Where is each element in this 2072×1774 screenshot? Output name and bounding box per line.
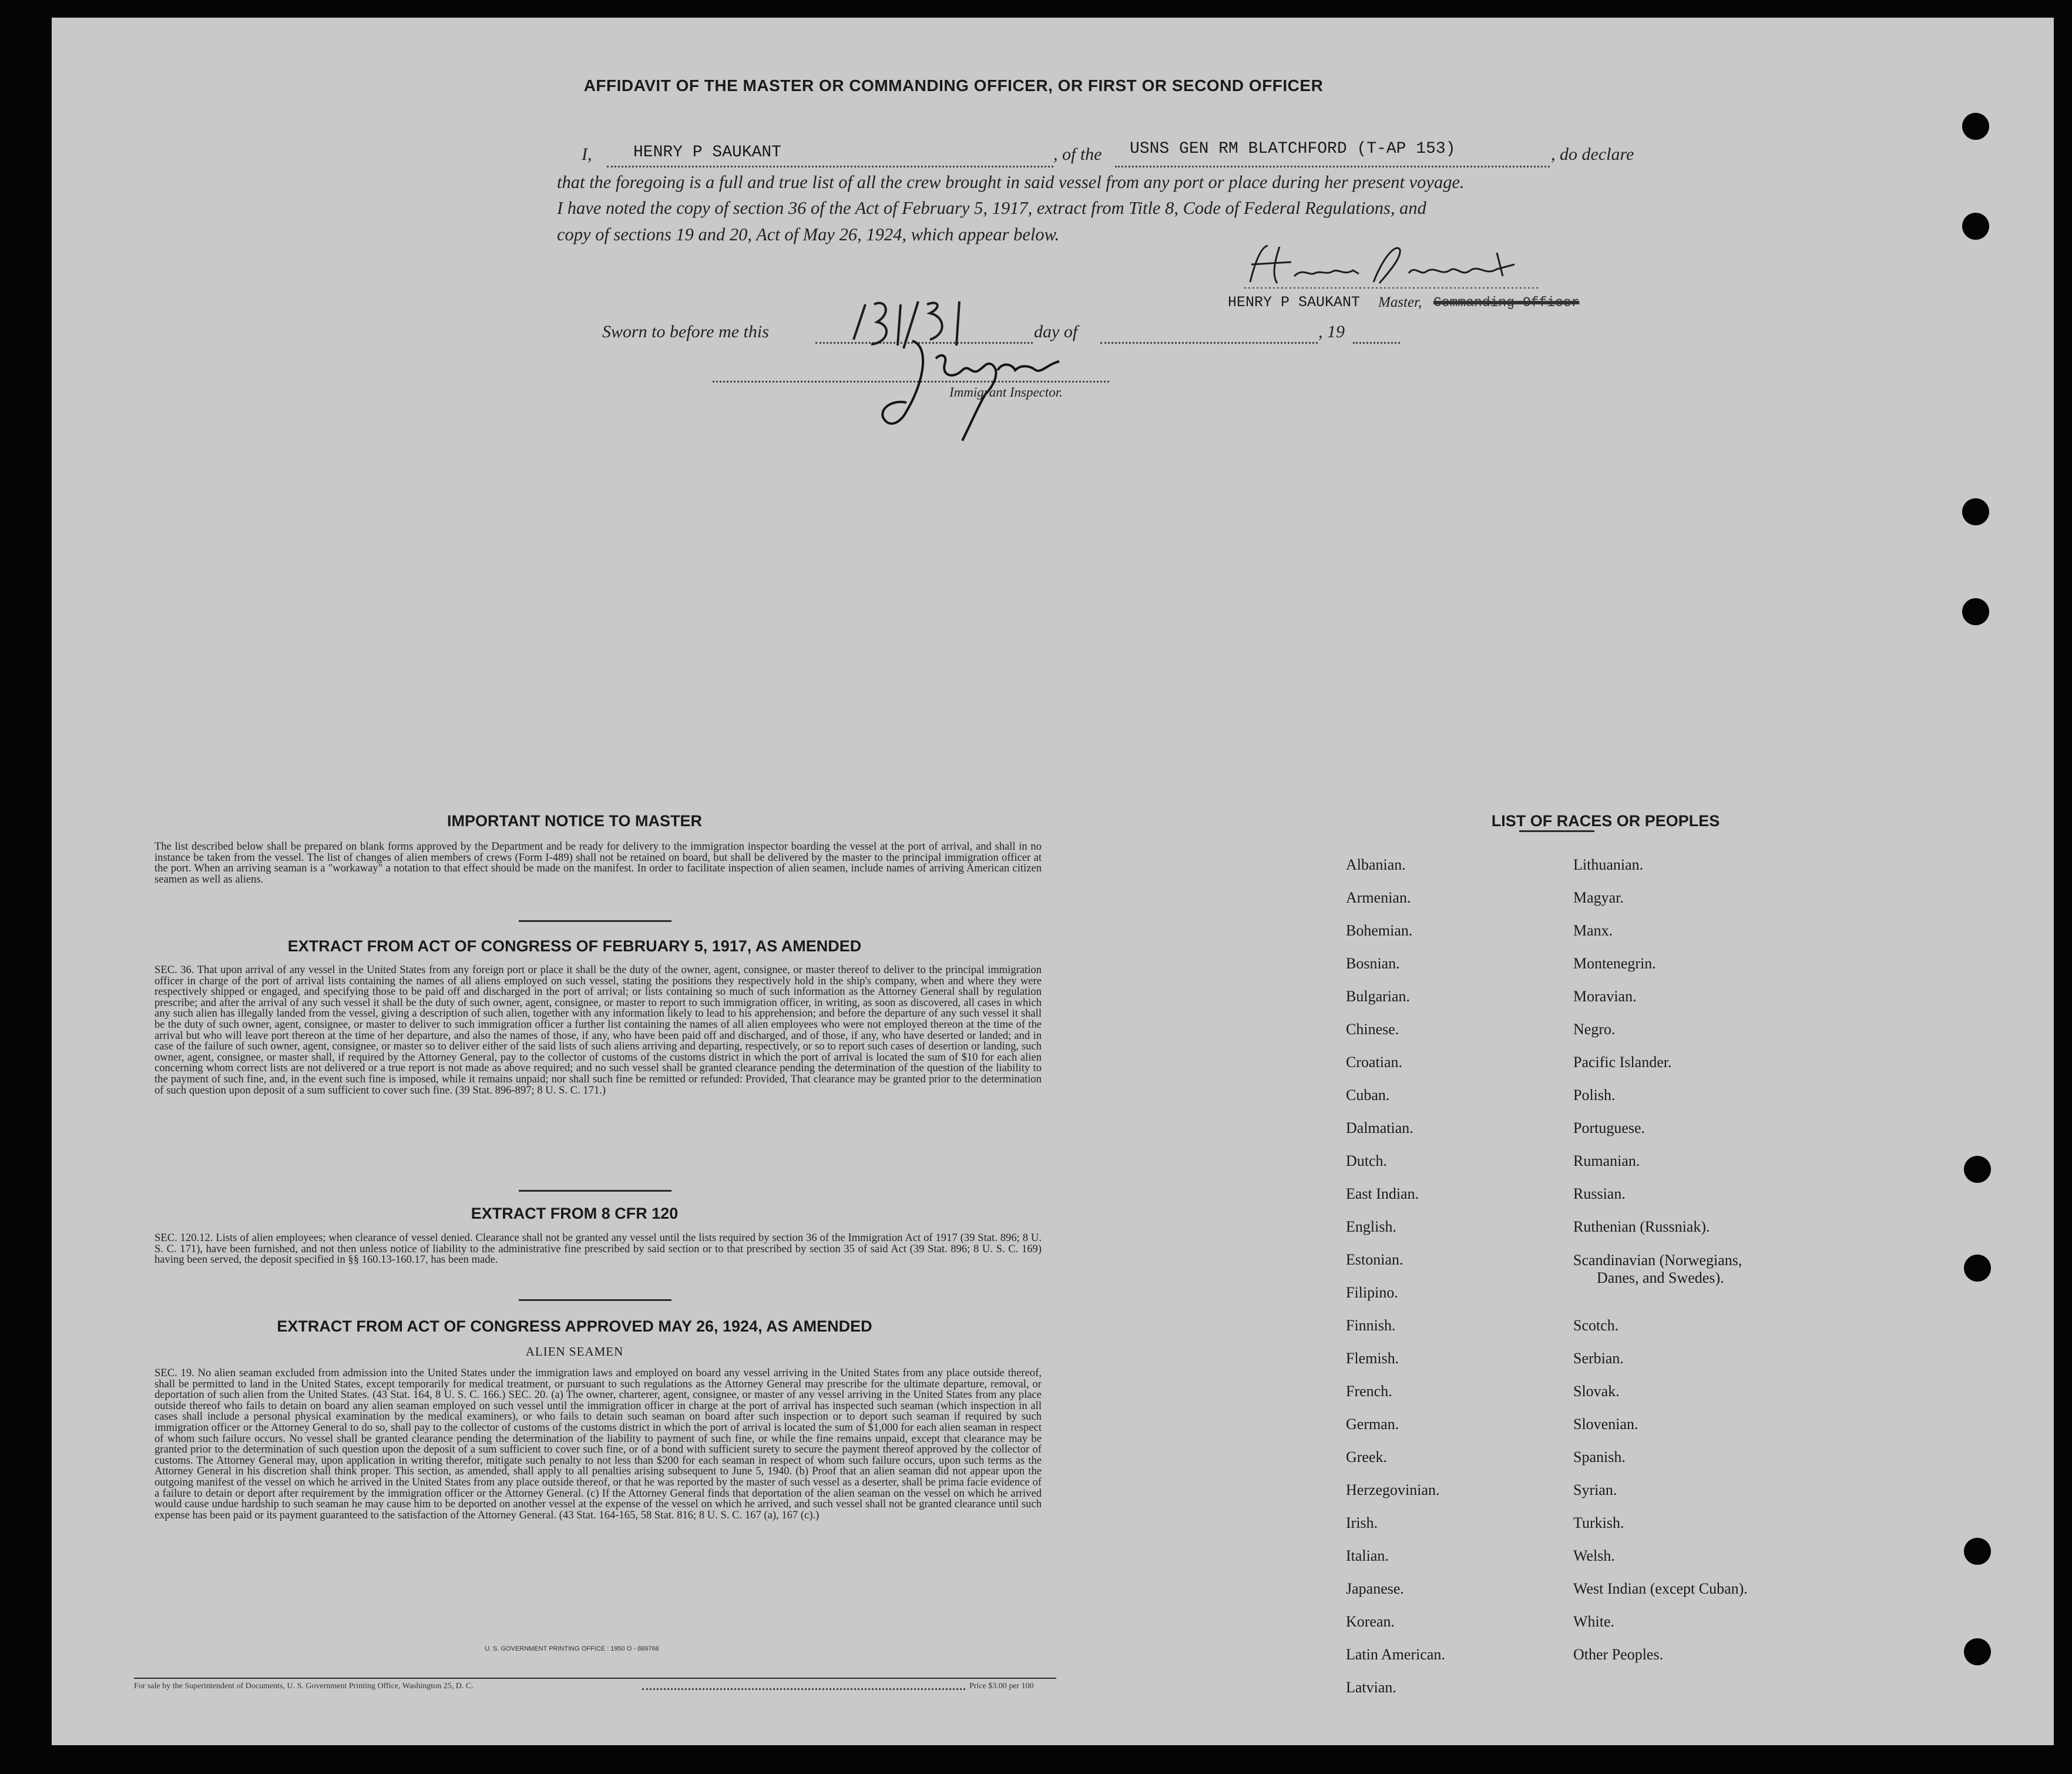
race-item: Scotch. — [1573, 1317, 1619, 1334]
race-item: Montenegrin. — [1573, 955, 1656, 972]
race-item: Spanish. — [1573, 1448, 1626, 1466]
sworn-date-line — [815, 342, 1033, 344]
race-item: Dalmatian. — [1346, 1119, 1413, 1136]
race-item: Albanian. — [1346, 856, 1406, 873]
vessel-line — [1115, 166, 1550, 167]
extract-1924-title: EXTRACT FROM ACT OF CONGRESS APPROVED MAY 26, 1924, AS AMENDED — [277, 1317, 872, 1335]
sworn-label: Sworn to before me this — [602, 322, 769, 341]
footer-dot-leader — [642, 1688, 965, 1690]
divider — [519, 1190, 671, 1192]
divider — [519, 1299, 671, 1301]
year-label: , 19 — [1318, 322, 1345, 341]
punch-hole — [1964, 1538, 1991, 1565]
form-page — [52, 18, 2054, 1745]
race-item: Bohemian. — [1346, 922, 1413, 939]
race-item: Syrian. — [1573, 1481, 1617, 1498]
race-item: German. — [1346, 1416, 1399, 1433]
notice-body: The list described below shall be prepared on blank forms approved by the Department and be ready for delivery to the immigration inspector boarding the vessel at the port of arrival, and shall in no instance be taken from the vessel. The list of changes of alien members of crews (Form I-489) shall not be retained on board, but shall be delivered by the master to the principal immigration officer at the port. When an arriving seaman is a "workaway" a notation to that effect should be made on the manifest. In order to facilitate inspection of alien seamen, include names of arriving American citizen seamen as well as aliens. — [155, 840, 1042, 886]
race-item: Danes, and Swedes). — [1597, 1269, 1724, 1286]
punch-hole — [1964, 1255, 1991, 1282]
race-item: Japanese. — [1346, 1580, 1404, 1597]
punch-hole — [1962, 113, 1989, 140]
vessel-field: USNS GEN RM BLATCHFORD (T-AP 153) — [1130, 140, 1456, 158]
affidavit-text-line: copy of sections 19 and 20, Act of May 26, 1924, which appear below. — [557, 224, 1060, 244]
month-line — [1100, 342, 1318, 344]
race-item: Pacific Islander. — [1573, 1054, 1672, 1071]
race-item: West Indian (except Cuban). — [1573, 1580, 1748, 1597]
race-item: Negro. — [1573, 1021, 1616, 1038]
race-item: Turkish. — [1573, 1514, 1624, 1531]
day-of-label: day of — [1034, 322, 1078, 341]
inspector-label: Immigrant Inspector. — [949, 385, 1063, 400]
race-item: Greek. — [1346, 1448, 1388, 1466]
extract-cfr-body: SEC. 120.12. Lists of alien employees; when clearance of vessel denied. Clearance shall not be granted any vessel until the lists required by section 36 of the Immigration Act of 1917 (39 Stat. 896; 8 U. S. C. 171), have been furnished, and not then unless notice of liability to the administrative fine prescribed by said section or to that prescribed by section 35 of said Act (39 Stat. 896; 8 U. S. C. 169) having been served, the deposit specified in §§ 160.13-160.17, has been made. — [155, 1232, 1042, 1266]
race-item: Estonian. — [1346, 1251, 1403, 1268]
extract-1924-body: SEC. 19. No alien seaman excluded from admission into the United States under the immigration laws and employed on board any vessel arriving in the United States from any place outside thereof, shall be permitted to land in the United States, except temporarily for medical treatment, or pursuant to such regulations as the Attorney General may prescribe for the ultimate departure, removal, or deportation of such alien from the United States. (43 Stat. 164, 8 U. S. C. 166.) SEC. 20. (a) The owner, charterer, agent, consignee, or master of any vessel arriving in the United States from any place outside thereof who fails to detain on board any alien seaman employed on such vessel until the immigration officer in charge at the port of arrival has inspected such seaman (which inspection in all cases shall include a personal physical examination by the medical examiners), or who fails to detain such seaman on board after such inspection or to deport such seaman if required by such immigration officer or the Attorney General to do so, shall pay to the collector of customs of the customs district in which the port of arrival is located the sum of $1,000 for each alien seaman in respect of whom such failure occurs. No vessel shall be granted clearance pending the determination of the liability to payment of such fine, or while the fine remains unpaid, except that clearance may be granted prior to the determination of such question upon the deposit of a sum sufficient to cover such fine, or of a bond with sufficient surety to secure the payment thereof approved by the collector of customs. The Attorney General may, upon application in writing therefor, mitigate such penalty to not less than $200 for each seaman in respect of whom such failure occurs, upon such terms as the Attorney General in his discretion shall think proper. This section, as amended, shall apply to all penalties arising subsequent to June 5, 1940. (b) Proof that an alien seaman did not appear upon the outgoing manifest of the vessel on which he arrived in the United States from any place outside thereof, or that he was reported by the master of such vessel as a deserter, shall be prima facie evidence of a failure to detain or deport after requirement by the immigration officer or the Attorney General. (c) If the Attorney General finds that deportation of the alien seaman on the vessel on which he arrived would cause undue hardship to such seaman he may cause him to be deported on another vessel at the expense of the vessel on which he arrived, and such vessel shall not be granted clearance until such expense has been paid or its payment guaranteed to the satisfaction of the Attorney General. (43 Stat. 164-165, 58 Stat. 816; 8 U. S. C. 167 (a), 167 (c).) — [155, 1367, 1042, 1521]
inspector-signature-line — [713, 381, 1109, 383]
footer-rule — [134, 1678, 1056, 1679]
master-name-field: HENRY P SAUKANT — [633, 143, 782, 162]
master-signature — [1238, 241, 1544, 294]
punch-hole — [1962, 498, 1989, 525]
race-item: Bosnian. — [1346, 955, 1400, 972]
race-item: Lithuanian. — [1573, 856, 1644, 873]
signature-name: HENRY P SAUKANT — [1228, 294, 1361, 311]
race-item: Flemish. — [1346, 1350, 1399, 1367]
race-item: Croatian. — [1346, 1054, 1403, 1071]
punch-hole — [1964, 1638, 1991, 1665]
affidavit-title: AFFIDAVIT OF THE MASTER OR COMMANDING OFFICER, OR FIRST OR SECOND OFFICER — [583, 76, 1324, 95]
race-item: Welsh. — [1573, 1547, 1615, 1564]
of-the-label: , of the — [1053, 145, 1102, 164]
race-item: Finnish. — [1346, 1317, 1396, 1334]
race-item: Manx. — [1573, 922, 1613, 939]
race-item: Scandinavian (Norwegians, — [1573, 1252, 1742, 1269]
race-item: Polish. — [1573, 1086, 1616, 1104]
race-item: Moravian. — [1573, 988, 1637, 1005]
race-item: Slovak. — [1573, 1383, 1620, 1400]
race-item: Latvian. — [1346, 1679, 1396, 1696]
master-label: Master, — [1378, 294, 1422, 310]
extract-1917-title: EXTRACT FROM ACT OF CONGRESS OF FEBRUARY 5, 1917, AS AMENDED — [287, 937, 862, 955]
alien-seamen-subtitle: ALIEN SEAMEN — [525, 1344, 624, 1359]
race-item: Rumanian. — [1573, 1152, 1640, 1169]
master-name-line — [607, 166, 1053, 167]
race-item: Serbian. — [1573, 1350, 1624, 1367]
extract-cfr-title: EXTRACT FROM 8 CFR 120 — [471, 1205, 679, 1222]
race-item: Armenian. — [1346, 889, 1411, 906]
struck-title: Commanding Officer — [1433, 295, 1580, 310]
race-item: English. — [1346, 1218, 1396, 1235]
race-item: Magyar. — [1573, 889, 1624, 906]
races-title: LIST OF RACES OR PEOPLES — [1491, 812, 1720, 830]
race-item: Irish. — [1346, 1514, 1378, 1531]
race-item: Korean. — [1346, 1613, 1395, 1630]
race-item: Dutch. — [1346, 1152, 1388, 1169]
race-item: Cuban. — [1346, 1086, 1390, 1104]
notice-title: IMPORTANT NOTICE TO MASTER — [447, 812, 702, 830]
affidavit-text-line: I have noted the copy of section 36 of the Act of February 5, 1917, extract from Title 8, Code of Federal Regulations, and — [557, 198, 1426, 218]
year-line — [1353, 342, 1400, 344]
punch-hole — [1964, 1156, 1991, 1183]
printing-office-line: U. S. GOVERNMENT PRINTING OFFICE : 1950 O - 869766 — [485, 1645, 659, 1652]
extract-1917-body: SEC. 36. That upon arrival of any vessel in the United States from any foreign port or place it shall be the duty of the owner, agent, consignee, or master thereof to deliver to the principal immigration officer in charge of the port of arrival lists containing the names of all aliens employed on such vessel, stating the positions they respectively hold in the ship's company, when and where they were respectively shipped or engaged, and specifying those to be paid off and discharged in the port of arrival; or lists containing so much of such information as the Attorney General shall by regulation prescribe; and after the arrival of any such vessel it shall be the duty of such owner, agent, consignee, or master to report to such immigration officer, in writing, as soon as discovered, all cases in which any such alien has illegally landed from the vessel, giving a description of such alien, together with any information likely to lead to his apprehension; and before the departure of any such vessel it shall be the duty of such owner, agent, consignee, or master to deliver to such immigration officer a further list containing the names of all alien employees who were not employed thereon at the time of the arrival but who will leave port thereon at the time of her departure, and also the names of those, if any, who have been paid off and discharged, and of those, if any, who have deserted or landed; and in case of the failure of such owner, agent, consignee, or master so to deliver either of the said lists of such aliens arriving and departing, respectively, or so to report such cases of desertion or landing, such owner, agent, consignee, or master shall, if required by the Attorney General, pay to the collector of customs of the customs district in which the port of arrival is located the sum of $10 for each alien concerning whom correct lists are not delivered or a true report is not made as above required; and no such vessel shall be granted clearance pending the determination of the question of the liability to the payment of such fine, and, in the event such fine is imposed, while it remains unpaid; nor shall such fine be remitted or refunded: Provided, That clearance may be granted prior to the determination of such question upon deposit of a sum sufficient to cover such fine. (39 Stat. 896-897; 8 U. S. C. 171.) — [155, 964, 1042, 1096]
race-item: Latin American. — [1346, 1646, 1445, 1663]
divider — [519, 920, 671, 922]
punch-hole — [1962, 598, 1989, 625]
race-item: Herzegovinian. — [1346, 1481, 1440, 1498]
do-declare-label: , do declare — [1551, 145, 1634, 164]
race-item: Other Peoples. — [1573, 1646, 1664, 1663]
punch-hole — [1962, 213, 1989, 240]
footer-sale-text: For sale by the Superintendent of Documents, U. S. Government Printing Office, Washington 25, D. C. — [134, 1682, 473, 1691]
footer-price: Price $3.00 per 100 — [969, 1682, 1034, 1691]
race-item: East Indian. — [1346, 1185, 1419, 1202]
race-item: Ruthenian (Russniak). — [1573, 1218, 1710, 1235]
race-item: French. — [1346, 1383, 1392, 1400]
race-item: Filipino. — [1346, 1284, 1398, 1301]
race-item: Bulgarian. — [1346, 988, 1411, 1005]
race-item: Italian. — [1346, 1547, 1389, 1564]
affidavit-text-line: that the foregoing is a full and true list of all the crew brought in said vessel from any port or place during her present voyage. — [557, 172, 1465, 192]
races-divider — [1519, 830, 1594, 832]
race-item: White. — [1573, 1613, 1615, 1630]
race-item: Slovenian. — [1573, 1416, 1638, 1433]
race-item: Portuguese. — [1573, 1119, 1645, 1136]
race-item: Russian. — [1573, 1185, 1626, 1202]
race-item: Chinese. — [1346, 1021, 1399, 1038]
affidavit-pronoun: I, — [582, 145, 592, 164]
